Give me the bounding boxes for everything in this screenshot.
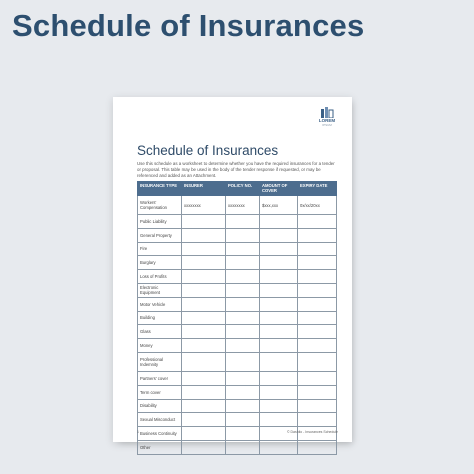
table-cell [260, 352, 298, 371]
table-row [138, 440, 337, 454]
table-cell [298, 339, 337, 353]
table-cell [260, 385, 298, 399]
table-cell [182, 413, 226, 427]
table-cell [260, 297, 298, 311]
table-cell [260, 371, 298, 385]
table-cell [260, 325, 298, 339]
building-logo-icon [320, 107, 334, 118]
table-cell [226, 399, 260, 413]
table-cell [226, 385, 260, 399]
table-cell [298, 270, 337, 284]
insurance-type-cell: Public Liability [138, 215, 182, 229]
table-cell [298, 242, 337, 256]
table-cell [226, 413, 260, 427]
table-row [138, 371, 337, 385]
table-cell [182, 228, 226, 242]
table-cell [182, 325, 226, 339]
table-cell [182, 352, 226, 371]
insurance-type-cell: Glass [138, 325, 182, 339]
header-amount-of-cover: AMOUNT OF COVER [260, 182, 298, 196]
insurance-type-cell: Burglary [138, 256, 182, 270]
company-logo [314, 107, 340, 127]
table-cell [226, 297, 260, 311]
table-cell [182, 242, 226, 256]
table-cell [182, 440, 226, 454]
table-cell [298, 283, 337, 297]
insurance-type-cell: Building [138, 311, 182, 325]
logo-text: LOREM [318, 118, 336, 123]
table-cell: xxxxxxxx [182, 196, 226, 215]
table-cell [226, 215, 260, 229]
table-row [138, 413, 337, 427]
table-cell [298, 385, 337, 399]
table-header-row [138, 182, 337, 196]
insurance-type-cell: Sexual Misconduct [138, 413, 182, 427]
table-cell [226, 427, 260, 441]
insurance-type-cell: Disability [138, 399, 182, 413]
table-row [138, 283, 337, 297]
insurance-type-cell: Term cover [138, 385, 182, 399]
table-row [138, 339, 337, 353]
page-number: 1 [137, 430, 139, 434]
table-cell [298, 311, 337, 325]
insurance-type-cell: Partners' cover [138, 371, 182, 385]
insurance-type-cell: General Property [138, 228, 182, 242]
table-cell [298, 440, 337, 454]
insurance-type-cell: Electronic Equipment [138, 283, 182, 297]
insurance-type-cell: Workers' Compensation [138, 196, 182, 215]
table-cell [226, 311, 260, 325]
table-cell [182, 256, 226, 270]
table-row [138, 399, 337, 413]
table-cell [260, 413, 298, 427]
insurance-type-cell: Money [138, 339, 182, 353]
header-insurer: INSURER [182, 182, 226, 196]
table-row [138, 385, 337, 399]
table-cell [298, 371, 337, 385]
table-cell [226, 270, 260, 284]
table-row [138, 196, 337, 215]
table-row [138, 270, 337, 284]
table-cell [182, 311, 226, 325]
header-insurance-type: INSURANCE TYPE [138, 182, 182, 196]
table-cell [260, 283, 298, 297]
table-cell [260, 311, 298, 325]
table-cell [182, 371, 226, 385]
document-intro: Use this schedule as a worksheet to determine whether you have the required insurances for a tender or proposal. This table may be used in the body of the tender response if requested, or may be referenced and added as an Attachment. [137, 161, 335, 178]
table-cell [260, 242, 298, 256]
table-cell [260, 399, 298, 413]
table-cell: 0x/xx/20xx [298, 196, 337, 215]
table-cell: xxxxxxxx [226, 196, 260, 215]
document-page [113, 97, 352, 450]
table-row [138, 352, 337, 371]
table-cell [226, 228, 260, 242]
header-policy-no: POLICY NO. [226, 182, 260, 196]
table-cell [260, 228, 298, 242]
table-row [138, 325, 337, 339]
table-cell [182, 270, 226, 284]
table-cell [298, 215, 337, 229]
document-title: Schedule of Insurances [137, 143, 279, 158]
logo-subtext: IPSUM [322, 123, 332, 127]
table-cell [226, 325, 260, 339]
table-cell [182, 215, 226, 229]
table-cell [298, 297, 337, 311]
table-cell [226, 352, 260, 371]
insurance-type-cell: Other [138, 440, 182, 454]
table-row [138, 311, 337, 325]
table-row [138, 228, 337, 242]
table-cell [182, 385, 226, 399]
table-cell [182, 427, 226, 441]
table-row [138, 242, 337, 256]
table-row [138, 215, 337, 229]
table-row [138, 256, 337, 270]
table-cell [260, 215, 298, 229]
table-cell [298, 352, 337, 371]
table-cell [226, 242, 260, 256]
table-cell [298, 413, 337, 427]
table-cell [260, 256, 298, 270]
insurance-type-cell: Fire [138, 242, 182, 256]
table-cell [298, 325, 337, 339]
table-cell [260, 440, 298, 454]
table-cell [226, 339, 260, 353]
table-cell [182, 297, 226, 311]
table-cell [226, 371, 260, 385]
table-cell [182, 339, 226, 353]
table-cell [298, 399, 337, 413]
hero-title: Schedule of Insurances [12, 8, 365, 43]
table-cell [226, 256, 260, 270]
table-cell [298, 256, 337, 270]
table-cell [226, 283, 260, 297]
footer-copyright: © Dashlio - Insurances Schedule [286, 430, 338, 434]
header-expiry-date: EXPIRY DATE [298, 182, 337, 196]
table-cell [182, 399, 226, 413]
insurance-table [137, 181, 337, 455]
table-cell [182, 283, 226, 297]
table-cell [298, 228, 337, 242]
table-cell [260, 339, 298, 353]
insurance-type-cell: Loss of Profits [138, 270, 182, 284]
table-cell: $xxx,xxx [260, 196, 298, 215]
insurance-type-cell: Motor Vehicle [138, 297, 182, 311]
insurance-type-cell: Business Continuity [138, 427, 182, 441]
table-cell [260, 270, 298, 284]
table-cell [226, 440, 260, 454]
insurance-type-cell: Professional Indemnity [138, 352, 182, 371]
table-row [138, 297, 337, 311]
